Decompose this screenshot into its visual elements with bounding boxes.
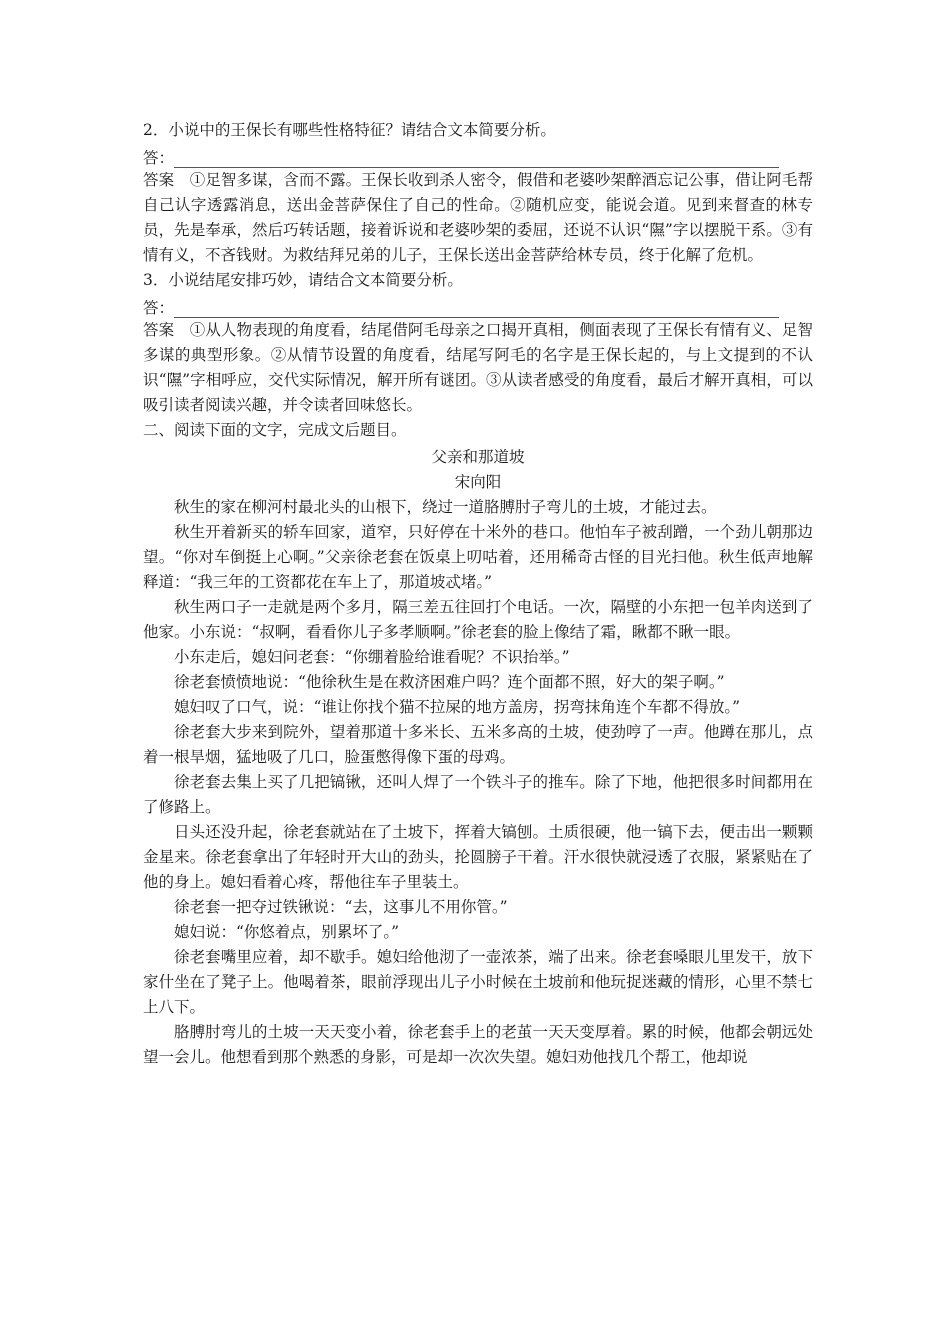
answer-2 — [143, 168, 813, 268]
story-paragraph: 徐老套一把夺过铁锹说：“去，这事儿不用你管。” — [174, 898, 508, 916]
story-paragraph: 徐老套愤愤地说：“他徐秋生是在救济困难户吗？连个面都不照，好大的架子啊。” — [174, 673, 725, 691]
story-paragraph: 小东走后，媳妇问老套：“你绷着脸给谁看呢？不识抬举。” — [174, 648, 570, 666]
answer-prompt: 答： — [143, 149, 175, 167]
answer-line-2 — [143, 143, 813, 168]
story-paragraph: 日头还没升起，徐老套就站在了土坡下，挥着大镐刨。土质很硬，他一镐下去，便击出一颗颗金星来。徐老套拿出了年轻时开大山的劲头，抡圆膀子干着。汗水很快就浸透了衣服，紧紧贴在了他的身上。媳妇看着心疼，帮他往车子里装土。 — [143, 823, 813, 891]
answer-line-3 — [143, 293, 813, 318]
story-paragraph: 徐老套去集上买了几把镐锹，还叫人焊了一个铁斗子的推车。除了下地，他把很多时间都用在了修路上。 — [143, 773, 813, 816]
story-title: 父亲和那道坡 — [431, 448, 525, 466]
story-paragraph: 徐老套大步来到院外，望着那道十多米长、五米多高的土坡，使劲哼了一声。他蹲在那儿，点着一根旱烟，猛地吸了几口，脸蛋憋得像下蛋的母鸡。 — [143, 723, 813, 766]
answer-label: 答案 — [143, 171, 175, 189]
story-paragraph: 秋生开着新买的轿车回家，道窄，只好停在十米外的巷口。他怕车子被刮蹭，一个劲儿朝那边望。“你对车倒挺上心啊。”父亲徐老套在饭桌上叨咕着，还用稀奇古怪的目光扫他。秋生低声地解释道：“我三年的工资都花在车上了，那道坡忒堵。” — [143, 523, 813, 591]
story-paragraph: 徐老套嘴里应着，却不歇手。媳妇给他沏了一壶浓茶，端了出来。徐老套嗓眼儿里发干，放下家什坐在了凳子上。他喝着茶，眼前浮现出儿子小时候在土坡前和他玩捉迷藏的情形，心里不禁七上八下。 — [143, 948, 813, 1016]
answer-prompt: 答： — [143, 299, 175, 317]
story-paragraph: 媳妇叹了口气，说：“谁让你找个猫不拉屎的地方盖房，拐弯抹角连个车都不得放。” — [174, 698, 741, 716]
story-paragraph: 秋生两口子一走就是两个多月，隔三差五往回打个电话。一次，隔壁的小东把一包羊肉送到了他家。小东说：“叔啊，看看你儿子多孝顺啊。”徐老套的脸上像结了霜，瞅都不瞅一眼。 — [143, 598, 813, 641]
answer-blank-rule — [174, 301, 779, 318]
story-author: 宋向阳 — [454, 473, 502, 491]
answer-blank-rule — [174, 151, 779, 168]
question-2: 2．小说中的王保长有哪些性格特征？请结合文本简要分析。 — [143, 121, 556, 139]
answer-label: 答案 — [143, 321, 175, 339]
section-heading: 二、阅读下面的文字，完成文后题目。 — [143, 421, 407, 439]
answer-text: ①从人物表现的角度看，结尾借阿毛母亲之口揭开真相，侧面表现了王保长有情有义、足智多谋的典型形象。②从情节设置的角度看，结尾写阿毛的名字是王保长起的，与上文提到的不认识“隰”字相呼应，交代实际情况，解开所有谜团。③从读者感受的角度看，最后才解开真相，可以吸引读者阅读兴趣，并令读者回味悠长。 — [143, 321, 813, 414]
story-paragraph: 媳妇说：“你悠着点，别累坏了。” — [174, 923, 400, 941]
story-paragraph: 胳膊肘弯儿的土坡一天天变小着，徐老套手上的老茧一天天变厚着。累的时候，他都会朝远处望一会儿。他想看到那个熟悉的身影，可是却一次次失望。媳妇劝他找几个帮工，他却说 — [143, 1023, 813, 1066]
question-3: 3．小说结尾安排巧妙，请结合文本简要分析。 — [143, 271, 463, 289]
document-content — [143, 118, 813, 1070]
answer-3 — [143, 318, 813, 418]
answer-text: ①足智多谋，含而不露。王保长收到杀人密令，假借和老婆吵架醉酒忘记公事，借让阿毛帮自己认字透露消息，送出金菩萨保住了自己的性命。②随机应变，能说会道。见到来督查的林专员，先是奉承，然后巧转话题，接着诉说和老婆吵架的委屈，还说不认识“隰”字以摆脱干系。③有情有义，不吝钱财。为救结拜兄弟的儿子，王保长送出金菩萨给林专员，终于化解了危机。 — [143, 171, 813, 264]
story-paragraph: 秋生的家在柳河村最北头的山根下，绕过一道胳膊肘子弯儿的土坡，才能过去。 — [174, 498, 717, 516]
